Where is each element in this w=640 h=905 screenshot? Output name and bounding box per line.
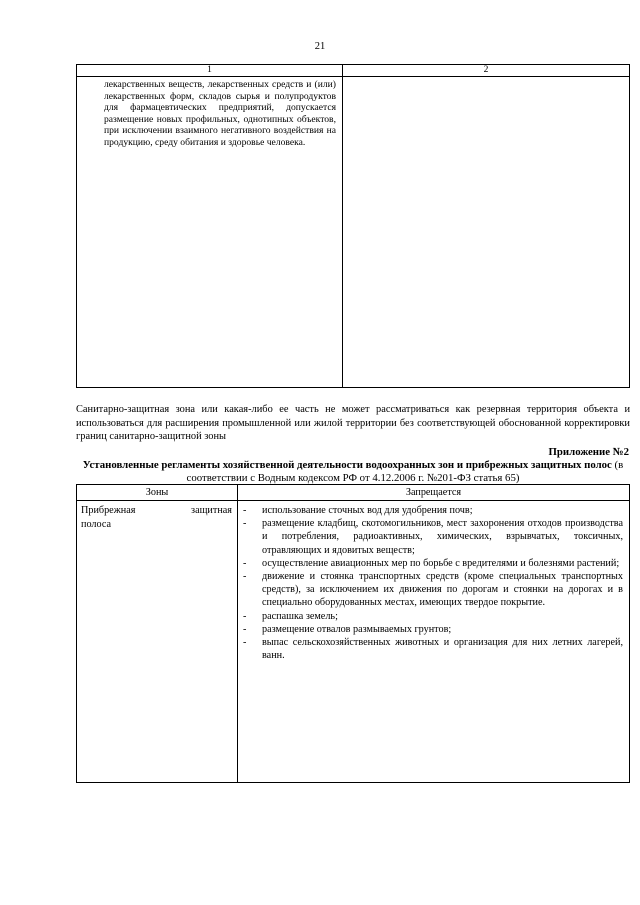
list-item: - размещение кладбищ, скотомогильников, мест захоронения отходов производства и потребления, радиоактивных, химических, взрывчатых, токсичных, отравляющих и ядовитых веществ; <box>242 517 623 557</box>
list-item: - размещение отвалов размываемых грунтов; <box>242 623 623 636</box>
prohibited-list <box>242 504 623 662</box>
table1-col1-header: 1 <box>77 65 343 77</box>
list-item: - осуществление авиационных мер по борьбе с вредителями и болезнями растений; <box>242 557 623 570</box>
appendix-title-normal: (в соответствии с Водным кодексом РФ от 4.12.2006 г. №201-ФЗ статья 65) <box>186 459 624 484</box>
table2-col-prohibited-header: Запрещается <box>238 485 630 501</box>
appendix-label: Приложение №2 <box>548 446 629 458</box>
list-item: - выпас сельскохозяйственных животных и организация для них летних лагерей, ванн. <box>242 636 623 662</box>
appendix-title <box>76 459 630 485</box>
zone-name <box>77 501 237 531</box>
table1-col2-header: 2 <box>343 65 630 77</box>
page-number: 21 <box>314 41 326 52</box>
list-item: - движение и стоянка транспортных средств (кроме специальных транспортных средств), за исключением их движения по дорогам и стоянки на дорогах и в специально оборудованных местах, имеющих твердое покрытие. <box>242 570 623 610</box>
regulations-table <box>76 484 630 783</box>
table2-col-zones-header: Зоны <box>77 485 238 501</box>
zone-name-line2: полоса <box>81 518 112 530</box>
table1-cell-2 <box>343 77 630 388</box>
list-item: - использование сточных вод для удобрения почв; <box>242 504 623 517</box>
sanitary-zone-paragraph: Санитарно-защитная зона или какая-либо ее часть не может рассматриваться как резервная территория объекта и использоваться для расширения промышленной или жилой территории без соответствующей обоснованной корректировки границ санитарно-защитной зоны <box>76 404 630 442</box>
table1-cell-text: лекарственных веществ, лекарственных средств и (или) лекарственных форм, складов сырья и полупродуктов для фармацевтических предприятий, допускается размещение новых профильных, однотипных объектов, при исключении взаимного негативного воздействия на продукцию, среду обитания и здоровье человека. <box>104 79 336 148</box>
list-item: - распашка земель; <box>242 610 623 623</box>
continuation-table <box>76 64 630 388</box>
table1-cell-1 <box>77 77 343 388</box>
prohibited-cell <box>238 501 630 783</box>
zone-name-line1: Прибрежная защитная <box>81 505 232 516</box>
zone-cell <box>77 501 238 783</box>
appendix-title-bold: Установленные регламенты хозяйственной деятельности водоохранных зон и прибрежных защитных полос <box>82 459 612 471</box>
